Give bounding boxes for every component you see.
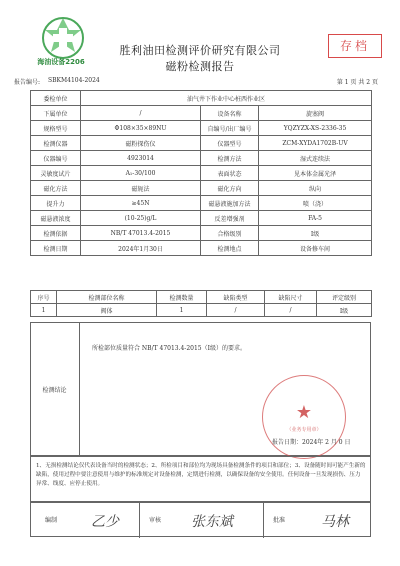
cell: 磁化方向	[201, 181, 259, 196]
column-header: 评定级别	[317, 291, 372, 304]
divider	[139, 503, 140, 538]
table-row	[31, 136, 372, 151]
cell: 磁化方法	[31, 181, 81, 196]
table-row	[31, 181, 372, 196]
cell: 湿式连续法	[259, 151, 372, 166]
official-seal	[262, 375, 346, 459]
prepared-signature: 乙少	[91, 514, 119, 530]
organization-name: 胜利油田检测评价研究有限公司	[119, 44, 281, 57]
table-row	[31, 196, 372, 211]
cell: 旋塞阀	[259, 106, 372, 121]
column-header: 检测数量	[157, 291, 207, 304]
report-number: SBKM4104-2024	[48, 77, 100, 84]
table-row	[31, 151, 372, 166]
cell: 灵敏度试片	[31, 166, 81, 181]
report-number-label: 报告编号:	[14, 79, 41, 86]
cell: 磁粉探伤仪	[81, 136, 201, 151]
cell: 反差增强剂	[201, 211, 259, 226]
cell: 规格型号	[31, 121, 81, 136]
cell: 设备修车间	[259, 241, 372, 256]
cell: 合格级别	[201, 226, 259, 241]
logo-caption: 海油设备2206	[37, 58, 85, 66]
cell: NB/T 47013.4-2015	[81, 226, 201, 241]
cell: 见本体金属光泽	[259, 166, 372, 181]
seal-text: （业务专用章）	[286, 427, 322, 433]
cell: 2024年1月30日	[81, 241, 201, 256]
cell: 仪器编号	[31, 151, 81, 166]
cell: 检测地点	[201, 241, 259, 256]
table-row	[31, 121, 372, 136]
cell: 下属单位	[31, 106, 81, 121]
cell: /	[81, 106, 201, 121]
cell: FA-5	[259, 211, 372, 226]
cell: 设备名称	[201, 106, 259, 121]
cell: /	[265, 304, 317, 317]
cell: 检测日期	[31, 241, 81, 256]
cell: 检测依据	[31, 226, 81, 241]
reviewed-signature: 张东斌	[191, 514, 233, 530]
report-title: 磁粉检测报告	[165, 60, 235, 73]
table-row	[31, 166, 372, 181]
conclusion-label: 检测结论	[30, 322, 80, 456]
cell: 表面状态	[201, 166, 259, 181]
cell: 自编号/出厂编号	[201, 121, 259, 136]
cell: ≥45N	[81, 196, 201, 211]
cell: 纵向	[259, 181, 372, 196]
client-label: 委检单位	[31, 91, 81, 106]
cell: 阀体	[57, 304, 157, 317]
results-table	[30, 290, 372, 317]
table-row	[31, 211, 372, 226]
column-header: 缺陷尺寸	[265, 291, 317, 304]
table-row	[31, 304, 372, 317]
cell: Φ108×35×89NU	[81, 121, 201, 136]
table-row	[31, 241, 372, 256]
prepared-label: 编制	[45, 517, 58, 524]
cell: Ⅰ级	[317, 304, 372, 317]
cell: 1	[31, 304, 57, 317]
cell: 提升力	[31, 196, 81, 211]
cell: ZCM-XYDA1702B-UV	[259, 136, 372, 151]
client-value: 油气井下作业中心桩西作业区	[81, 91, 372, 106]
archive-stamp: 存档	[328, 34, 382, 58]
column-header: 缺陷类型	[207, 291, 265, 304]
cell: 4923014	[81, 151, 201, 166]
cell: 喷（浇）	[259, 196, 372, 211]
cell: 检测仪器	[31, 136, 81, 151]
page-info: 第 1 页 共 2 页	[336, 79, 378, 86]
cell: 磁轭法	[81, 181, 201, 196]
divider	[263, 503, 264, 538]
cell: YQZYZX-XS-2336-35	[259, 121, 372, 136]
approved-signature: 马林	[321, 514, 349, 530]
seal-star-icon: ★	[295, 402, 313, 423]
table-row	[31, 106, 372, 121]
cell: 仪器型号	[201, 136, 259, 151]
conclusion-text: 所检部位质量符合 NB/T 47013.4-2015（Ⅰ级）的要求。	[92, 345, 246, 352]
signature-row	[30, 502, 371, 537]
cell: (10-25)g/L	[81, 211, 201, 226]
table-row	[31, 226, 372, 241]
column-header: 检测部位名称	[57, 291, 157, 304]
cell: 检测方法	[201, 151, 259, 166]
cell: Ⅰ级	[259, 226, 372, 241]
cell: 磁悬液浓度	[31, 211, 81, 226]
table-row	[31, 91, 372, 106]
notes-text: 1、无损检测结论仅代表设备当时的检测状态；2、所检项目和部位均为现场具备检测条件的项目和部位；3、设备随时间可能产生新的缺陷，使用过程中要注意使用与维护的标准规定对设备检测，定期进行检测，以确保设备的安全使用。任何设备一旦发现损伤、压力异常、线度、应停止使用。	[36, 463, 366, 487]
info-table	[30, 90, 372, 256]
cell: A₁-30/100	[81, 166, 201, 181]
table-header-row	[31, 291, 372, 304]
cell: 磁悬液施加方法	[201, 196, 259, 211]
approved-label: 批准	[273, 517, 286, 524]
column-header: 序号	[31, 291, 57, 304]
report-date: 报告日期：2024年 2 月 0 日	[272, 439, 351, 446]
reviewed-label: 审核	[149, 517, 162, 524]
cell: /	[207, 304, 265, 317]
cell: 1	[157, 304, 207, 317]
